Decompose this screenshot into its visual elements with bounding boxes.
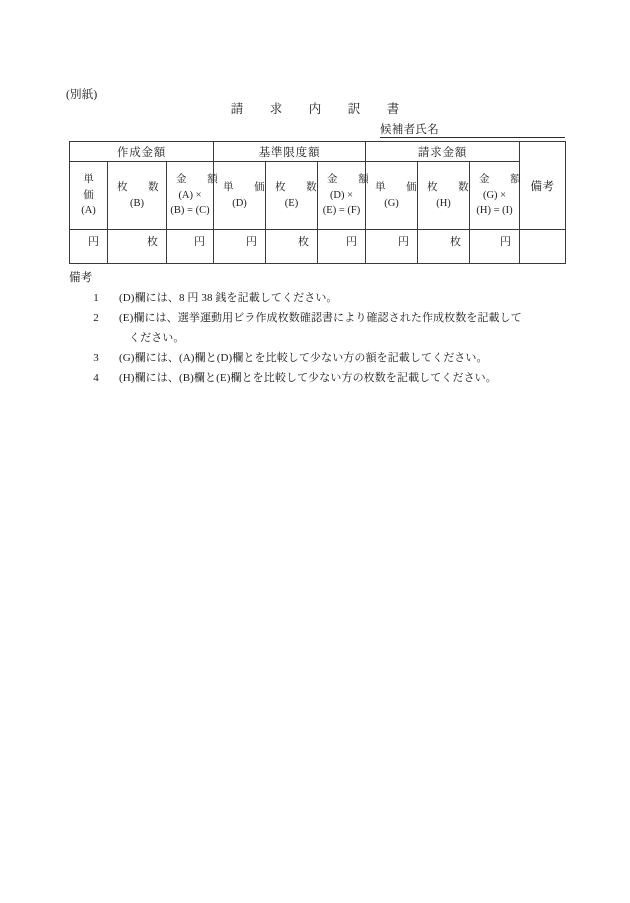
page-title: 請 求 内 訳 書 [230,102,407,116]
cell-unit-price-g[interactable]: 円 [366,230,418,264]
column-header-amount-i [470,162,530,230]
cell-sheets-b[interactable]: 枚 [108,230,167,264]
note-text: (H)欄には、(B)欄と(E)欄とを比較して少ない方の枚数を記載してください。 [119,372,497,384]
header-line: (G) [384,197,399,209]
header-line: 単 [83,174,94,186]
header-line: (H) [436,197,451,209]
header-line: 金 額 [479,174,530,186]
notes-heading: 備考 [69,272,93,284]
cell-amount-c[interactable]: 円 [167,230,214,264]
header-line: (D) [232,197,247,209]
cell-amount-f[interactable]: 円 [318,230,366,264]
table-entry-row[interactable] [70,230,566,264]
table-column-header-row [70,162,566,230]
table-group-header-row [70,142,566,162]
note-number: 3 [93,352,99,364]
header-line: 枚 数 [117,182,168,193]
cell-amount-i[interactable]: 円 [470,230,520,264]
header-line: 枚 数 [275,182,326,193]
column-header-remarks: 備考 [520,142,566,230]
cell-remarks[interactable] [520,230,566,264]
note-item [69,348,569,368]
column-header-sheets-b [108,162,167,230]
note-number: 1 [93,292,99,304]
cell-unit-price-a[interactable]: 円 [70,230,108,264]
candidate-name-label: 候補者氏名 [380,124,439,136]
column-header-sheets-h [418,162,478,230]
invoice-breakdown-table [69,141,566,264]
note-text: (E)欄には、選挙運動用ビラ作成枚数確認書により確認された作成枚数を記載して [119,312,522,324]
header-line: (H) = (I) [476,205,513,217]
candidate-name-field[interactable] [380,121,565,138]
note-number: 4 [93,372,99,384]
header-line: (B) = (C) [170,205,210,217]
note-item [69,368,569,388]
header-line: 単 価 [223,182,274,193]
header-line: (D) × [329,189,354,201]
header-line: (A) [81,205,96,217]
note-item [69,308,569,348]
header-line: (E) [284,197,299,209]
cell-sheets-h[interactable]: 枚 [418,230,470,264]
column-header-amount-c [167,162,227,230]
attachment-label: (別紙) [66,89,98,101]
group-header-sakusei-kingaku: 作成金額 [70,142,214,162]
column-header-unit-price-a [70,162,108,230]
group-header-seikyu-kingaku: 請求金額 [366,142,520,162]
cell-unit-price-d[interactable]: 円 [214,230,266,264]
header-line: 金 額 [176,174,227,186]
header-line: 枚 数 [427,182,478,193]
note-text: (G)欄には、(A)欄と(D)欄とを比較して少ない方の額を記載してください。 [119,352,488,364]
header-line: 単 価 [375,182,426,193]
header-line: (G) × [482,189,507,201]
group-header-kijun-gendogaku: 基準限度額 [214,142,366,162]
header-line: 価 [83,189,94,201]
note-text-continuation: ください。 [129,332,185,344]
note-item [69,288,569,308]
header-line: (E) = (F) [322,205,361,217]
cell-sheets-e[interactable]: 枚 [266,230,318,264]
note-number: 2 [93,312,99,324]
column-header-sheets-e [266,162,326,230]
note-text: (D)欄には、8 円 38 銭を記載してください。 [119,292,338,304]
header-line: 金 額 [327,174,378,186]
header-line: (B) [130,197,144,209]
header-line: (A) × [178,189,202,201]
notes-section [69,268,569,388]
column-header-amount-f [318,162,378,230]
